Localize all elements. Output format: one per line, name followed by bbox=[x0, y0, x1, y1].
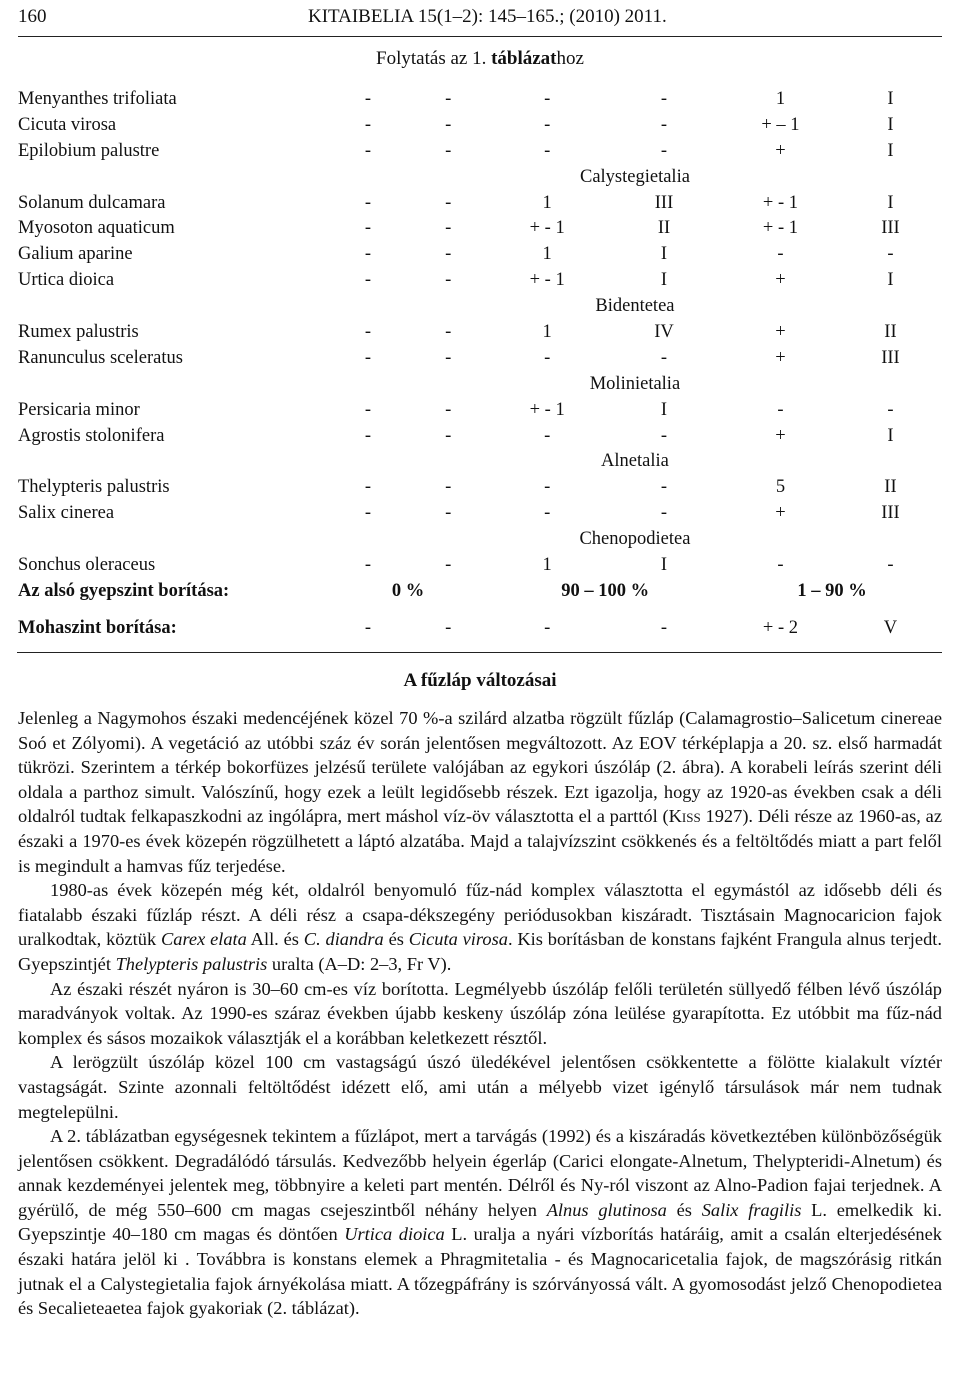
paragraph bbox=[18, 1124, 942, 1321]
table-cell: - bbox=[408, 604, 488, 653]
table-cell: + bbox=[775, 503, 786, 524]
cover-label: Az alsó gyepszint borítása: bbox=[18, 580, 230, 601]
cover-value: 1 – 90 % bbox=[797, 580, 867, 601]
species-name: Persicaria minor bbox=[18, 399, 140, 420]
species-row bbox=[17, 500, 942, 526]
body-text bbox=[18, 706, 942, 1321]
running-header bbox=[18, 0, 942, 37]
species-name: Salix cinerea bbox=[18, 503, 115, 524]
text-run: A lerögzült úszóláp közel 100 cm vastagságú úszó üledékével jelentősen csökkentette a fölötte kialakult víztér vastagságát. Szinte azonnali feltöltődést idézett elő, ami után a mélyebb vizet igénylő társulások már nem tudnak megtelepülni. bbox=[18, 1052, 942, 1122]
table-cell: - bbox=[364, 425, 372, 446]
table-cell: I bbox=[660, 244, 668, 265]
table-cell: - bbox=[887, 244, 894, 265]
caption-prefix: Folytatás az 1. bbox=[376, 48, 492, 69]
table-cell: - bbox=[660, 503, 668, 524]
text-run: L. emelkedik ki. Gyepszintje 40–180 cm magas és döntően bbox=[18, 1199, 943, 1245]
table-cell: II bbox=[884, 477, 897, 498]
table-cell: II bbox=[657, 218, 671, 239]
table-cell: 5 bbox=[775, 477, 786, 498]
species-name: Solanum dulcamara bbox=[18, 192, 166, 213]
group-spacer bbox=[17, 371, 328, 397]
group-name: Calystegietalia bbox=[579, 166, 690, 187]
species-row bbox=[17, 474, 942, 500]
herb-layer-cover-row bbox=[17, 578, 942, 604]
moss-label: Mohaszint borítása: bbox=[17, 604, 328, 653]
species-name: Rumex palustris bbox=[18, 321, 139, 342]
table-cell: III bbox=[654, 192, 674, 213]
table-cell: - bbox=[445, 425, 452, 446]
table-cell: - bbox=[660, 88, 668, 109]
table-cell: IV bbox=[654, 321, 674, 342]
moss-layer-cover-row bbox=[17, 604, 942, 653]
text-run: Jelenleg a Nagymohos északi medencéjének közel 70 %-a szilárd alzatba rögzült fűzláp (Calamagrostio–Salicetum cinereae Soó et Zólyomi). A vegetáció az utóbbi száz év során jelentősen megváltozott. Az EOV térképlapja a 20. sz. első harmadát tükrözi. Szerintem a térkép bokorfüzes jelzésű területe valójában az egykori úszóláp (2. ábra). A korabeli leírás szerint déli oldala a parthoz simult. Valószínű, hogy ezek a leült legidősebb részek. Ezt igazolja, hogy az 1920-as években csak a déli oldalról tudtak felkapaszkodni az ingólápra, mert máshol víz-öv választotta el a parttól ( bbox=[18, 708, 942, 827]
species-row bbox=[17, 241, 942, 267]
table-cell: II bbox=[884, 321, 897, 342]
group-name: Chenopodietea bbox=[579, 529, 691, 550]
table-cell: + - 1 bbox=[529, 218, 565, 239]
table-cell: 1 bbox=[542, 321, 552, 342]
table-cell: - bbox=[544, 477, 551, 498]
table-cell: - bbox=[364, 321, 372, 342]
species-name: Thelypteris palustris bbox=[18, 477, 170, 498]
paragraph bbox=[18, 706, 942, 878]
group-spacer bbox=[17, 293, 328, 319]
table-cell: V bbox=[839, 604, 942, 653]
caption-suffix: hoz bbox=[556, 48, 584, 69]
taxon-name: Salix fragilis bbox=[701, 1199, 802, 1220]
table-cell: - bbox=[777, 244, 784, 265]
section-heading: A fűzláp változásai bbox=[403, 670, 557, 691]
paragraph bbox=[18, 977, 942, 1051]
table-cell: - bbox=[445, 321, 452, 342]
table-cell: - bbox=[544, 114, 551, 135]
taxon-name: Carex elata bbox=[160, 929, 247, 950]
table-cell: - bbox=[544, 347, 551, 368]
species-name: Myosoton aquaticum bbox=[18, 218, 175, 239]
journal-citation: KITAIBELIA 15(1–2): 145–165.; (2010) 2011. bbox=[308, 6, 667, 27]
table-cell: + - 1 bbox=[529, 270, 565, 291]
page-number: 160 bbox=[18, 6, 47, 27]
text-run: 1980-as évek közepén még két, oldalról benyomuló fűz-nád komplex választotta el egymástól az idősebb déli és fiatalabb északi fűzláp részt. A déli rész a csapa-dékszegény periódusokban kiszáradt. Tisztásain Magnocaricion fajok uralkodtak, köztük bbox=[18, 880, 942, 950]
table-cell: - bbox=[445, 399, 452, 420]
species-row bbox=[17, 112, 942, 138]
table-cell: - bbox=[364, 270, 372, 291]
group-row bbox=[17, 371, 942, 397]
table-cell: - bbox=[445, 503, 452, 524]
table-cell: 1 bbox=[542, 244, 552, 265]
table-cell: + - 1 bbox=[762, 192, 798, 213]
table-cell: - bbox=[660, 477, 668, 498]
table-cell: I bbox=[887, 88, 894, 109]
group-name: Bidentetea bbox=[595, 296, 675, 317]
species-row bbox=[17, 190, 942, 216]
text-run: 1927). Déli része az 1960-as, az északi a 1970-es évek közepén rögzülhetett a láptó alzatába. Majd a talajvízszint csökkenés és a feltöltődés miatt a part felől is megindult a hamvas fűz terjedése. bbox=[18, 806, 943, 876]
table-cell: + bbox=[775, 270, 786, 291]
table-cell: - bbox=[544, 503, 551, 524]
group-spacer bbox=[17, 164, 328, 190]
taxon-name: Urtica dioica bbox=[344, 1224, 445, 1245]
table-cell: - bbox=[777, 399, 784, 420]
table-cell: - bbox=[544, 140, 551, 161]
species-row bbox=[17, 138, 942, 164]
taxon-name: Cicuta virosa bbox=[408, 929, 508, 950]
table-cell: - bbox=[887, 399, 894, 420]
species-row bbox=[17, 423, 942, 449]
text-run: All. és bbox=[246, 929, 304, 950]
species-name: Ranunculus sceleratus bbox=[18, 347, 183, 368]
table-cell: + bbox=[775, 140, 786, 161]
species-name: Sonchus oleraceus bbox=[18, 554, 156, 575]
table-cell: - bbox=[445, 270, 452, 291]
group-spacer bbox=[17, 448, 328, 474]
table-cell: + - 1 bbox=[762, 218, 798, 239]
text-run: A 2. táblázatban egységesnek tekintem a fűzlápot, mert a tarvágás (1992) és a kiszáradás következtében különbözőségük jelentősen csökkent. Degradálódó társulás. Kedvezőbb helyein égerláp (Carici elongate-Alnetum, Thelypteridi-Alnetum) és annak kezdeményei jelentek meg, többnyire a keleti part mentén. Délről és Ny-ról viszont az Alno-Padion fajai terjednek. A gyérülő, de még 550–600 cm magas csejeszintből néhány helyen bbox=[18, 1126, 942, 1220]
table-cell: - bbox=[328, 604, 408, 653]
table-cell: - bbox=[660, 140, 668, 161]
text-run: . Kis borításban de konstans fajként Frangula alnus terjedt. Gyepszintjét bbox=[18, 929, 942, 974]
species-row bbox=[17, 345, 942, 371]
taxon-name: Alnus glutinosa bbox=[546, 1199, 667, 1220]
table-cell: I bbox=[887, 192, 894, 213]
table-cell: I bbox=[887, 114, 894, 135]
table-cell: I bbox=[887, 425, 894, 446]
text-run: és bbox=[666, 1199, 702, 1220]
table-cell: - bbox=[364, 114, 372, 135]
table-body bbox=[17, 86, 942, 652]
table-cell: + bbox=[775, 321, 786, 342]
taxon-name: Thelypteris palustris bbox=[115, 953, 268, 974]
table-cell: - bbox=[488, 604, 606, 653]
group-name: Molinietalia bbox=[589, 373, 681, 394]
text-run: L. uralja a nyári vízborítás határáig, amit a csalán elterjedésének északi határa jelöl ki . Továbbra is konstans elemek a Phragmitetalia - és Magnocaricetalia fajok, de magszórásig ritkán jutnak el a Calystegietalia fajok árnyékolása miatt. A tőzegpáfrány is szórványossá vált. A gyomosodást jelző Chenopodietea és Secalieteaetea fajok gyakoriak (2. táblázat). bbox=[18, 1224, 942, 1319]
cover-value: 0 % bbox=[391, 580, 425, 601]
table-cell: III bbox=[881, 218, 900, 239]
table-cell: III bbox=[881, 347, 900, 368]
table-cell: - bbox=[445, 477, 452, 498]
group-row bbox=[17, 526, 942, 552]
table-cell: 1 bbox=[542, 192, 552, 213]
table-cell: - bbox=[544, 425, 551, 446]
cover-value: 90 – 100 % bbox=[561, 580, 650, 601]
species-name: Agrostis stolonifera bbox=[18, 425, 165, 446]
group-name: Alnetalia bbox=[601, 451, 669, 472]
group-spacer bbox=[17, 526, 328, 552]
text-run: és bbox=[383, 929, 409, 950]
table-cell: 1 bbox=[775, 88, 786, 109]
group-row bbox=[17, 164, 942, 190]
table-cell: - bbox=[364, 554, 372, 575]
table-cell: + – 1 bbox=[761, 114, 800, 135]
group-row bbox=[17, 293, 942, 319]
table-cell: - bbox=[445, 114, 452, 135]
vegetation-table bbox=[17, 86, 942, 653]
table-cell: - bbox=[445, 192, 452, 213]
species-name: Menyanthes trifoliata bbox=[18, 88, 177, 109]
table-cell: I bbox=[887, 270, 894, 291]
table-cell: - bbox=[445, 218, 452, 239]
species-name: Urtica dioica bbox=[18, 270, 115, 291]
paragraph bbox=[18, 878, 942, 976]
table-cell: I bbox=[887, 140, 894, 161]
table-cell: I bbox=[660, 399, 668, 420]
table-cell: 1 bbox=[542, 554, 552, 575]
table-cell: - bbox=[660, 425, 668, 446]
text-run: uralta (A–D: 2–3, Fr V). bbox=[267, 953, 452, 974]
table-cell: + bbox=[775, 347, 786, 368]
paragraph bbox=[18, 1050, 942, 1124]
table-cell: - bbox=[364, 140, 372, 161]
table-cell: - bbox=[364, 88, 372, 109]
table-cell: - bbox=[445, 347, 452, 368]
table-continuation-caption bbox=[0, 48, 960, 70]
table-cell: - bbox=[887, 554, 894, 575]
species-row bbox=[17, 319, 942, 345]
species-row bbox=[17, 86, 942, 112]
table-cell: - bbox=[445, 88, 452, 109]
table-cell: + - 2 bbox=[722, 604, 839, 653]
table-cell: - bbox=[364, 244, 372, 265]
caption-bold: táblázat bbox=[491, 48, 557, 69]
table-cell: + - 1 bbox=[529, 399, 565, 420]
table-cell: - bbox=[660, 114, 668, 135]
species-name: Cicuta virosa bbox=[18, 114, 117, 135]
table-cell: - bbox=[364, 503, 372, 524]
species-row bbox=[17, 397, 942, 423]
species-name: Epilobium palustre bbox=[18, 140, 160, 161]
taxon-name: C. diandra bbox=[303, 929, 384, 950]
table-cell: - bbox=[364, 347, 372, 368]
table-cell: - bbox=[544, 88, 551, 109]
table-cell: - bbox=[660, 347, 668, 368]
species-row bbox=[17, 552, 942, 578]
author-name: Kiss bbox=[668, 806, 701, 827]
table-cell: - bbox=[606, 604, 722, 653]
table-cell: I bbox=[660, 554, 668, 575]
table-cell: - bbox=[445, 244, 452, 265]
table-cell: - bbox=[364, 218, 372, 239]
table-cell: - bbox=[364, 192, 372, 213]
group-row bbox=[17, 448, 942, 474]
species-row bbox=[17, 215, 942, 241]
table-cell: - bbox=[445, 140, 452, 161]
table-cell: - bbox=[364, 477, 372, 498]
species-name: Galium aparine bbox=[18, 244, 133, 265]
table-cell: - bbox=[777, 554, 784, 575]
table-cell: - bbox=[364, 399, 372, 420]
text-run: Az északi részét nyáron is 30–60 cm-es víz borította. Legmélyebb úszóláp felőli területén süllyedő félben lévő úszóláp maradványok voltak. Az 1990-es száraz években újabb keskeny úszóláp zóna leülése gyarapította. Ez utóbbit ma fűz-nád komplex és sásos mozaikok választják el a korábban keletkezett résztől. bbox=[18, 978, 942, 1048]
table-cell: + bbox=[775, 425, 786, 446]
table-cell: - bbox=[445, 554, 452, 575]
table-cell: III bbox=[881, 503, 900, 524]
table-cell: I bbox=[660, 270, 668, 291]
species-row bbox=[17, 267, 942, 293]
